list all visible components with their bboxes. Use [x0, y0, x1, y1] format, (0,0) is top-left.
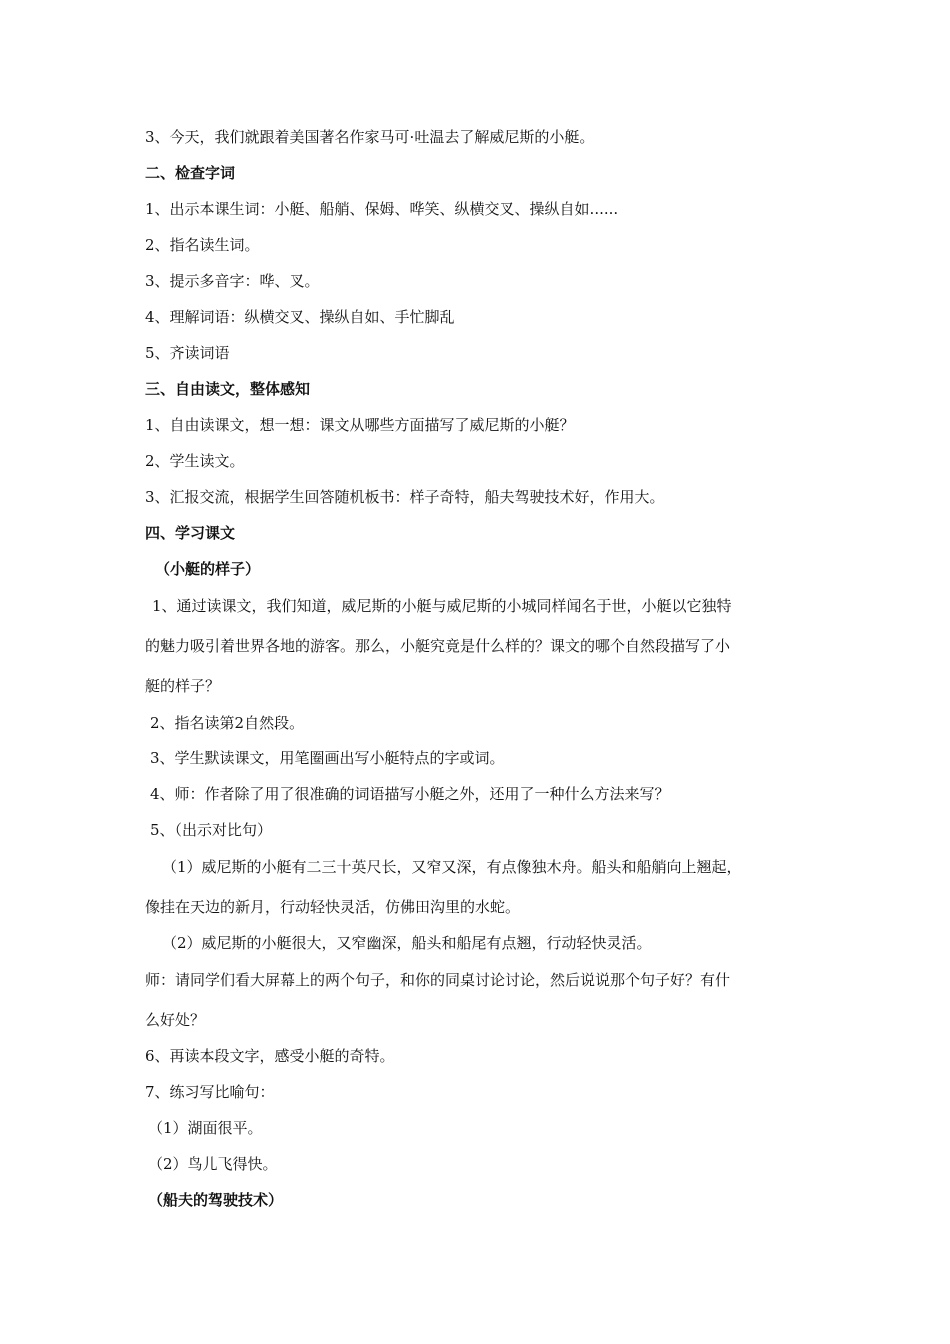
text-line: 4、师：作者除了用了很准确的词语描写小艇之外，还用了一种什么方法来写？	[150, 785, 670, 803]
section-heading: 三、自由读文，整体感知	[145, 380, 311, 398]
text-line: 1、通过读课文，我们知道，威尼斯的小艇与威尼斯的小城同样闻名于世，小艇以它独特	[152, 597, 732, 615]
text-line: 艇的样子？	[145, 677, 221, 695]
text-line: 师：请同学们看大屏幕上的两个句子，和你的同桌讨论讨论，然后说说那个句子好？有什	[145, 971, 731, 989]
text-line: 3、提示多音字：哗、叉。	[145, 272, 320, 290]
text-line: 7、练习写比喻句：	[145, 1083, 275, 1101]
section-heading: 四、学习课文	[145, 524, 236, 542]
text-line: 1、自由读课文，想一想：课文从哪些方面描写了威尼斯的小艇？	[145, 416, 575, 434]
text-line: 像挂在天边的新月，行动轻快灵活，仿佛田沟里的水蛇。	[145, 898, 521, 916]
text-line: （2）威尼斯的小艇很大，又窄幽深，船头和船尾有点翘，行动轻快灵活。	[162, 934, 652, 952]
text-line: （1）湖面很平。	[148, 1119, 263, 1137]
text-line: （1）威尼斯的小艇有二三十英尺长，又窄又深，有点像独木舟。船头和船艄向上翘起，	[162, 858, 742, 876]
subsection-heading: （小艇的样子）	[155, 560, 261, 578]
text-line: （2）鸟儿飞得快。	[148, 1155, 278, 1173]
text-line: 的魅力吸引着世界各地的游客。那么，小艇究竟是什么样的？课文的哪个自然段描写了小	[145, 637, 731, 655]
text-line: 3、汇报交流，根据学生回答随机板书：样子奇特，船夫驾驶技术好，作用大。	[145, 488, 665, 506]
text-line: 5、齐读词语	[145, 344, 230, 362]
text-line: 5、（出示对比句）	[150, 821, 273, 839]
section-heading: 二、检查字词	[145, 164, 236, 182]
text-line: 3、今天，我们就跟着美国著名作家马可·吐温去了解威尼斯的小艇。	[145, 128, 595, 146]
text-line: 2、学生读文。	[145, 452, 245, 470]
text-line: 4、理解词语：纵横交叉、操纵自如、手忙脚乱	[145, 308, 455, 326]
text-line: 2、指名读生词。	[145, 236, 260, 254]
text-line: 6、再读本段文字，感受小艇的奇特。	[145, 1047, 395, 1065]
subsection-heading: （船夫的驾驶技术）	[148, 1191, 284, 1209]
text-line: 2、指名读第2自然段。	[150, 714, 305, 732]
text-line: 么好处？	[145, 1011, 206, 1029]
text-line: 3、学生默读课文，用笔圈画出写小艇特点的字或词。	[150, 749, 505, 767]
text-line: 1、出示本课生词：小艇、船艄、保姆、哗笑、纵横交叉、操纵自如......	[145, 200, 619, 218]
